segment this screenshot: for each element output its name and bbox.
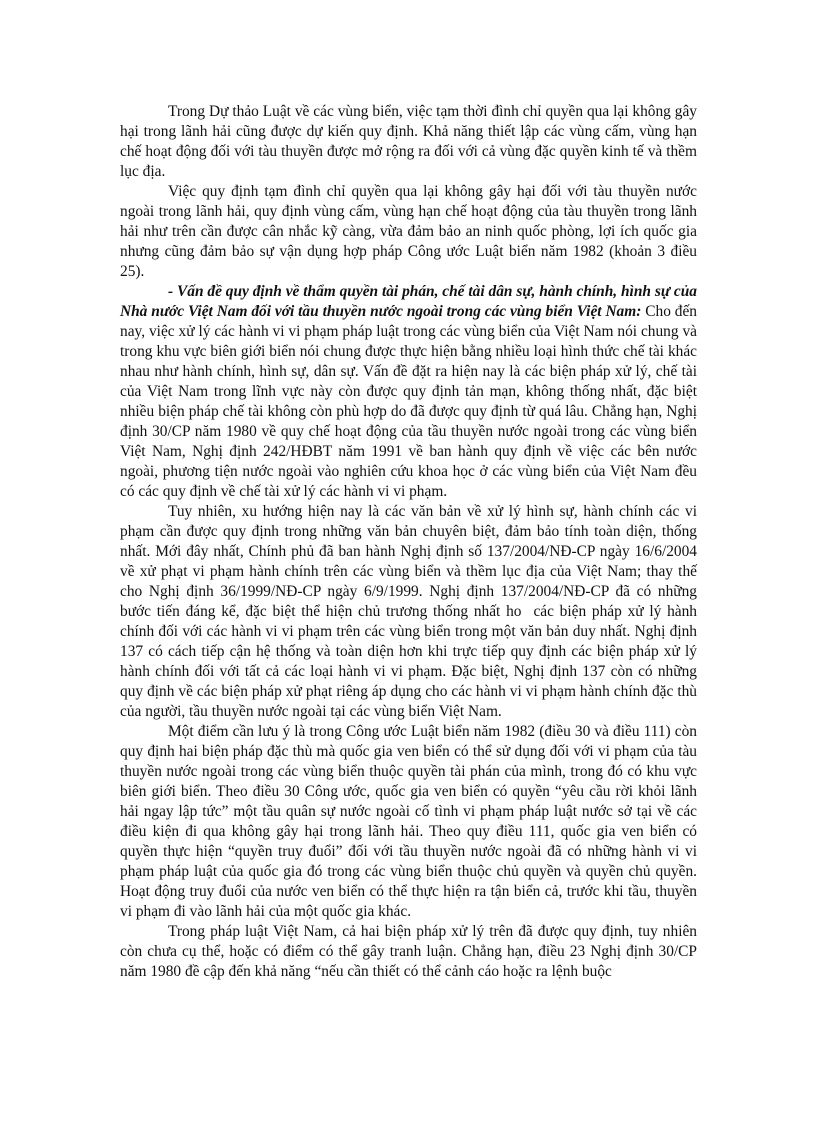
paragraph-5 [120, 722, 697, 922]
section-heading-inline: - Vấn đề quy định về thẩm quyền tài phán, chế tài dân sự, hành chính, hình sự của Nhà nước Việt Nam đối với tầu thuyền nước ngoài trong các vùng biển Việt Nam: [120, 283, 697, 320]
paragraph-5-text: Một điểm cần lưu ý là trong Công ước Luật biển năm 1982 (điều 30 và điều 111) còn quy định hai biện pháp đặc thù mà quốc gia ven biển có thể sử dụng đối với vi phạm của tàu thuyền nước ngoài trong các vùng biển thuộc quyền tài phán của mình, trong đó có khu vực biên giới biển. Theo điều 30 Công ước, quốc gia ven biển có quyền “yêu cầu rời khỏi lãnh hải ngay lập tức” một tầu quân sự nước ngoài cố tình vi phạm pháp luật nước sở tại về các điều kiện đi qua không gây hại trong lãnh hải. Theo quy điều 111, quốc gia ven biển có quyền thực hiện “quyền truy đuổi” đối với tầu thuyền nước ngoài đã có những hành vi vi phạm pháp luật của quốc gia đó trong các vùng biển thuộc chủ quyền và quyền chủ quyền. Hoạt động truy đuổi của nước ven biển có thể thực hiện ra tận biển cả, trước khi tầu, thuyền vi phạm đi vào lãnh hải của một quốc gia khác. [120, 723, 697, 920]
document-page [120, 102, 697, 982]
paragraph-3-text: Cho đến nay, việc xử lý các hành vi vi phạm pháp luật trong các vùng biển của Việt Nam nói chung và trong khu vực biên giới biển nói chung được thực hiện bằng nhiều loại hình thức chế tài khác nhau như hành chính, hình sự, dân sự. Vấn đề đặt ra hiện nay là các biện pháp xử lý, chế tài của Việt Nam trong lĩnh vực này còn được quy định tản mạn, không thống nhất, đặc biệt nhiều biện pháp chế tài không còn phù hợp do đã được quy định từ quá lâu. Chẳng hạn, Nghị định 30/CP năm 1980 về quy chế hoạt động của tầu thuyền nước ngoài trong các vùng biển Việt Nam, Nghị định 242/HĐBT năm 1991 về ban hành quy định về việc các bên nước ngoài, phương tiện nước ngoài vào nghiên cứu khoa học ở các vùng biển của Việt Nam đều có các quy định về chế tài xử lý các hành vi vi phạm. [120, 303, 698, 500]
paragraph-4 [120, 502, 697, 722]
paragraph-1 [120, 102, 697, 182]
paragraph-6 [120, 922, 697, 982]
paragraph-2-text: Việc quy định tạm đình chỉ quyền qua lại không gây hại đối với tàu thuyền nước ngoài trong lãnh hải, quy định vùng cấm, vùng hạn chế hoạt động của tàu thuyền trong lãnh hải như trên cần được cân nhắc kỹ càng, vừa đảm bảo an ninh quốc phòng, lợi ích quốc gia nhưng cũng đảm bảo sự vận dụng hợp pháp Công ước Luật biển năm 1982 (khoản 3 điều 25). [120, 183, 697, 280]
paragraph-1-text: Trong Dự thảo Luật về các vùng biển, việc tạm thời đình chỉ quyền qua lại không gây hại trong lãnh hải cũng được dự kiến quy định. Khả năng thiết lập các vùng cấm, vùng hạn chế hoạt động đối với tàu thuyền được mở rộng ra đối với cả vùng đặc quyền kinh tế và thềm lục địa. [120, 103, 697, 180]
paragraph-6-text: Trong pháp luật Việt Nam, cả hai biện pháp xử lý trên đã được quy định, tuy nhiên còn chưa cụ thể, hoặc có điểm có thể gây tranh luận. Chẳng hạn, điều 23 Nghị định 30/CP năm 1980 đề cập đến khả năng “nếu cần thiết có thể cảnh cáo hoặc ra lệnh buộc [120, 923, 697, 980]
paragraph-2 [120, 182, 697, 282]
paragraph-3 [120, 282, 697, 502]
paragraph-4-text: Tuy nhiên, xu hướng hiện nay là các văn bản về xử lý hình sự, hành chính các vi phạm cần được quy định trong những văn bản chuyên biệt, đảm bảo tính toàn diện, thống nhất. Mới đây nhất, Chính phủ đã ban hành Nghị định số 137/2004/NĐ-CP ngày 16/6/2004 về xử phạt vi phạm hành chính trên các vùng biển và thềm lục địa của Việt Nam; thay thế cho Nghị định 36/1999/NĐ-CP ngày 6/9/1999. Nghị định 137/2004/NĐ-CP đã có những bước tiến đáng kể, đặc biệt thể hiện chủ trương thống nhất ho các biện pháp xử lý hành chính đối với các hành vi vi phạm trên các vùng biển trong một văn bản duy nhất. Nghị định 137 có cách tiếp cận hệ thống và toàn diện hơn khi trực tiếp quy định các biện pháp xử lý hành chính đối với tất cả các loại hành vi vi phạm. Đặc biệt, Nghị định 137 còn có những quy định về các biện pháp xử phạt riêng áp dụng cho các hành vi vi phạm hành chính đặc thù của người, tầu thuyền nước ngoài tại các vùng biển Việt Nam. [120, 503, 697, 720]
